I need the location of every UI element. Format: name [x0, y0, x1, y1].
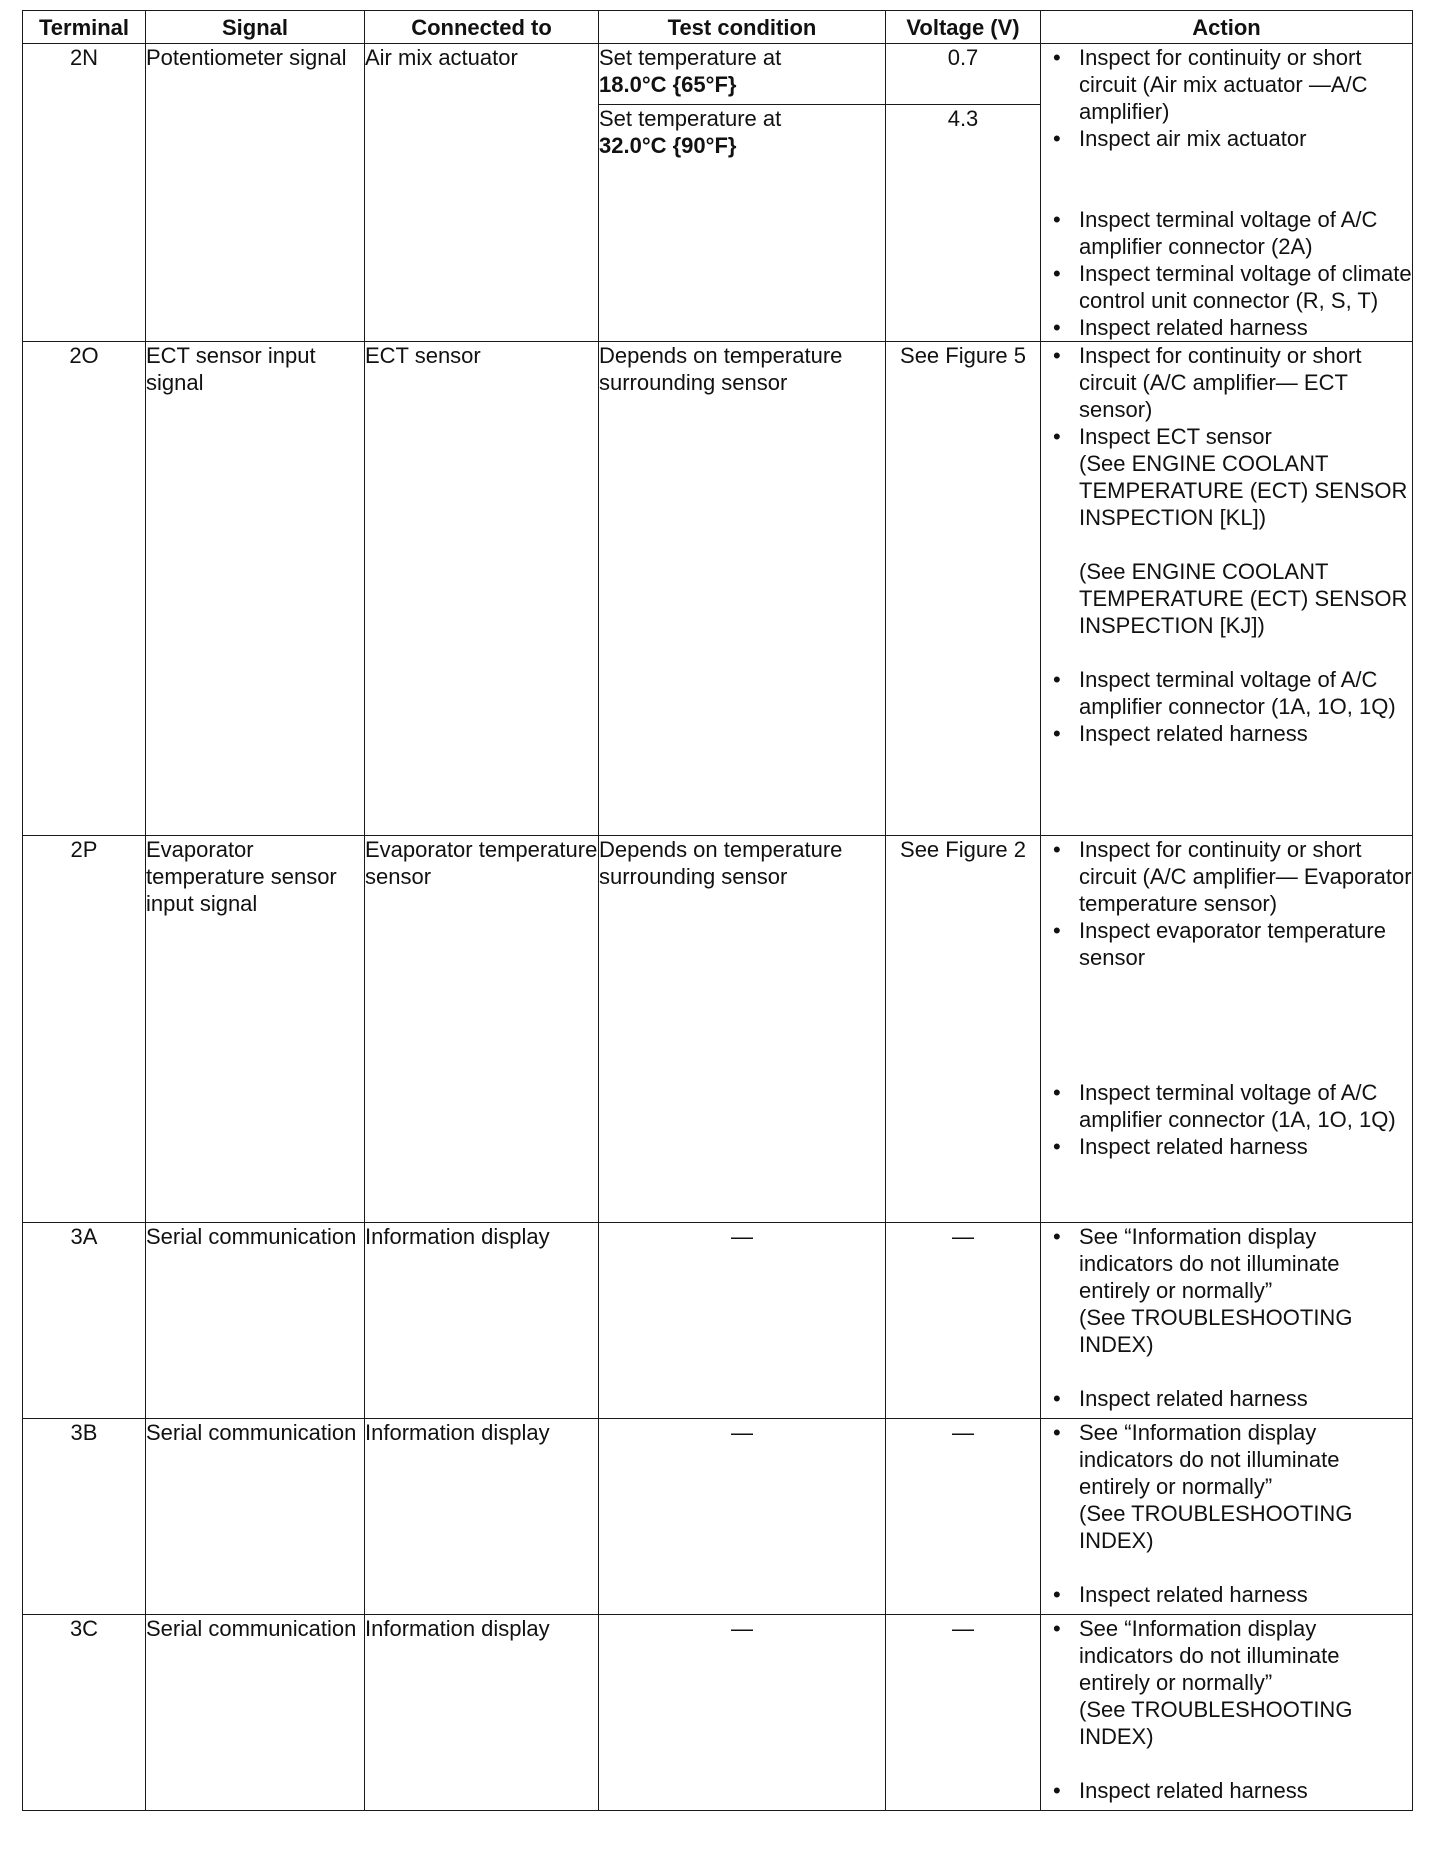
test-condition-cell: —: [599, 1419, 886, 1615]
condition-text: Set temperature at: [599, 45, 782, 70]
action-item: • Inspect related harness: [1041, 1385, 1412, 1412]
action-item: [1041, 423, 1412, 639]
terminal-cell: 3A: [23, 1223, 146, 1419]
voltage-cell: —: [886, 1419, 1041, 1615]
action-item: • Inspect terminal voltage of climate control unit connector (R, S, T): [1041, 260, 1412, 314]
action-cell: [1041, 44, 1413, 342]
action-reference: (See TROUBLESHOOTING INDEX): [1079, 1305, 1353, 1357]
header-connected-to: Connected to: [365, 11, 599, 44]
action-cell: [1041, 342, 1413, 836]
signal-cell: Potentiometer signal: [146, 44, 365, 342]
terminal-spec-table: [22, 10, 1413, 1811]
terminal-cell: 2N: [23, 44, 146, 342]
connected-to-cell: ECT sensor: [365, 342, 599, 836]
action-cell: [1041, 1223, 1413, 1419]
header-row: [23, 11, 1413, 44]
connected-to-cell: Air mix actuator: [365, 44, 599, 342]
table-row-2n: [23, 44, 1413, 105]
action-item: • Inspect related harness: [1041, 720, 1412, 747]
test-condition-cell: Depends on temperature surrounding sensor: [599, 836, 886, 1223]
header-voltage: Voltage (V): [886, 11, 1041, 44]
condition-text: Set temperature at: [599, 106, 782, 132]
action-item: • Inspect related harness: [1041, 1133, 1412, 1160]
action-item-text: • See “Information display indicators do not illuminate entirely or normally”: [1079, 1616, 1340, 1695]
voltage-cell: See Figure 5: [886, 342, 1041, 836]
header-test-condition: Test condition: [599, 11, 886, 44]
test-condition-cell: —: [599, 1223, 886, 1419]
table-row-3a: [23, 1223, 1413, 1419]
action-reference: (See ENGINE COOLANT TEMPERATURE (ECT) SENSOR INSPECTION [KJ]): [1079, 559, 1408, 638]
connected-to-cell: Information display: [365, 1223, 599, 1419]
table-row-2p: [23, 836, 1413, 1223]
terminal-cell: 2O: [23, 342, 146, 836]
signal-cell: Serial communication: [146, 1419, 365, 1615]
connected-to-cell: Evaporator temperature sensor: [365, 836, 599, 1223]
action-item: • Inspect for continuity or short circuit (A/C amplifier— Evaporator temperature sensor): [1041, 836, 1412, 917]
header-action: Action: [1041, 11, 1413, 44]
action-item-text: • See “Information display indicators do not illuminate entirely or normally”: [1079, 1224, 1340, 1303]
action-item: • Inspect air mix actuator: [1041, 125, 1412, 152]
action-cell: [1041, 1615, 1413, 1811]
condition-setpoint: 18.0°C {65°F}: [599, 72, 737, 97]
voltage-cell: See Figure 2: [886, 836, 1041, 1223]
test-condition-cell: —: [599, 1615, 886, 1811]
header-terminal: Terminal: [23, 11, 146, 44]
test-condition-cell: [599, 44, 886, 105]
connected-to-cell: Information display: [365, 1615, 599, 1811]
connected-to-cell: Information display: [365, 1419, 599, 1615]
action-item-text: • See “Information display indicators do not illuminate entirely or normally”: [1079, 1420, 1340, 1499]
action-item: • Inspect terminal voltage of A/C amplifier connector (1A, 1O, 1Q): [1041, 1079, 1412, 1133]
voltage-cell: 0.7: [886, 44, 1041, 105]
action-item: [1041, 1615, 1412, 1750]
action-cell: [1041, 836, 1413, 1223]
action-item: • Inspect related harness: [1041, 1581, 1412, 1608]
action-item: • Inspect evaporator temperature sensor: [1041, 917, 1412, 971]
table-row-3b: [23, 1419, 1413, 1615]
action-item: • Inspect related harness: [1041, 314, 1412, 341]
action-item-text: • Inspect ECT sensor: [1079, 424, 1272, 449]
action-item: [1041, 1223, 1412, 1358]
test-condition-cell: Depends on temperature surrounding sensor: [599, 342, 886, 836]
test-condition-cell: [599, 105, 886, 342]
terminal-cell: 3B: [23, 1419, 146, 1615]
action-item: • Inspect for continuity or short circuit (Air mix actuator —A/C amplifier): [1041, 44, 1412, 125]
table-row-3c: [23, 1615, 1413, 1811]
voltage-cell: —: [886, 1615, 1041, 1811]
signal-cell: ECT sensor input signal: [146, 342, 365, 836]
action-reference: (See TROUBLESHOOTING INDEX): [1079, 1697, 1353, 1749]
action-item: [1041, 1419, 1412, 1554]
action-item: • Inspect terminal voltage of A/C amplifier connector (1A, 1O, 1Q): [1041, 666, 1412, 720]
action-item: • Inspect terminal voltage of A/C amplifier connector (2A): [1041, 206, 1412, 260]
terminal-cell: 2P: [23, 836, 146, 1223]
terminal-cell: 3C: [23, 1615, 146, 1811]
header-signal: Signal: [146, 11, 365, 44]
signal-cell: Evaporator temperature sensor input signal: [146, 836, 365, 1223]
signal-cell: Serial communication: [146, 1615, 365, 1811]
table-row-2o: [23, 342, 1413, 836]
voltage-cell: 4.3: [886, 105, 1041, 342]
action-cell: [1041, 1419, 1413, 1615]
action-reference: (See ENGINE COOLANT TEMPERATURE (ECT) SENSOR INSPECTION [KL]): [1079, 451, 1408, 530]
action-item: • Inspect related harness: [1041, 1777, 1412, 1804]
condition-setpoint: 32.0°C {90°F}: [599, 133, 737, 159]
action-item: • Inspect for continuity or short circuit (A/C amplifier— ECT sensor): [1041, 342, 1412, 423]
action-reference: (See TROUBLESHOOTING INDEX): [1079, 1501, 1353, 1553]
voltage-cell: —: [886, 1223, 1041, 1419]
signal-cell: Serial communication: [146, 1223, 365, 1419]
